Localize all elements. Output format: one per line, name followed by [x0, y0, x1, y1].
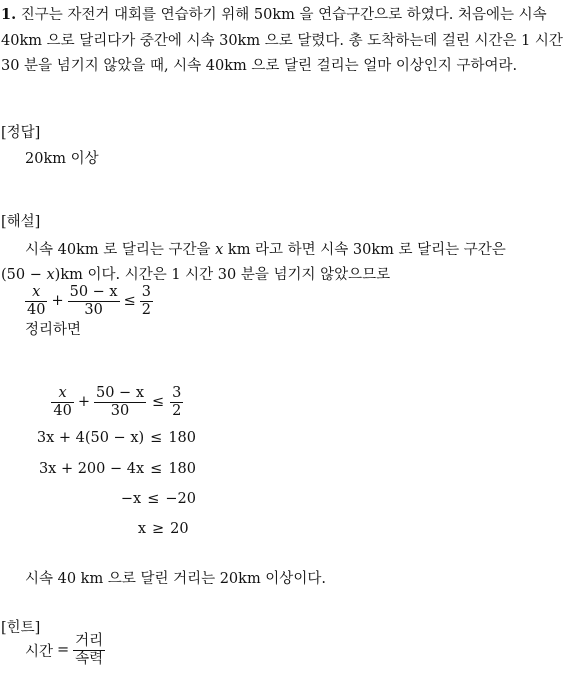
explanation-label: [해설]: [1, 214, 41, 230]
fraction-x-over-40: $\frac{x}{40}$: [27, 284, 46, 318]
fraction-3-over-2: $\frac{3}{2}$: [141, 284, 151, 318]
explanation-line-1: 시속 40km 로 달리는 구간을 x km 라고 하면 시속 30km 로 달리는 구간은: [25, 242, 506, 258]
problem-statement: [1, 2, 571, 80]
step-row-0: $\frac{x}{40}$ + $\frac{50 - x}{30}$ ≤ $\frac{3}{2}$: [53, 384, 182, 419]
hint-formula: 시간 = $\frac{\text{거리}}{\text{속력}}$: [25, 633, 104, 667]
problem-text: 진구는 자전거 대회를 연습하기 위해 50km 을 연습구간으로 하였다. 처음에는 시속 40km 으로 달리다가 중간에 시속 30km 으로 달렸다. 총 도착하는데 걸린 시간은 1 시간 30 분을 넘기지 않았을 때, 시속 40km 으로 달린 걸리는 얼마 이상인지 구하여라.: [1, 7, 563, 74]
fraction-distance-over-speed: $\frac{\text{거리}}{\text{속력}}$: [75, 633, 104, 667]
step-row-1: 3x + 4(50 − x) ≤ 180: [36, 430, 196, 446]
explanation-line-2: (50 − x)km 이다. 시간은 1 시간 30 분을 넘기지 않았으므로: [1, 267, 391, 283]
answer-value: 20km 이상: [25, 151, 99, 167]
step-row-4: x ≥ 20: [137, 521, 189, 537]
conclusion-text: 시속 40 km 으로 달린 거리는 20km 이상이다.: [25, 571, 326, 587]
initial-inequality: $\frac{x}{40}$ + $\frac{50 - x}{30}$ ≤ $\frac{3}{2}$: [27, 284, 151, 318]
problem-number: 1.: [1, 6, 17, 23]
hint-label: [힌트]: [1, 620, 41, 636]
step-row-3: −x ≤ −20: [120, 491, 196, 507]
answer-label: [정답]: [1, 125, 41, 141]
organize-text: 정리하면: [25, 322, 82, 338]
solution-steps: [0, 378, 200, 548]
step-row-2: 3x + 200 − 4x ≤ 180: [38, 461, 196, 477]
fraction-50-minus-x-over-30: $\frac{50 - x}{30}$: [69, 284, 118, 318]
